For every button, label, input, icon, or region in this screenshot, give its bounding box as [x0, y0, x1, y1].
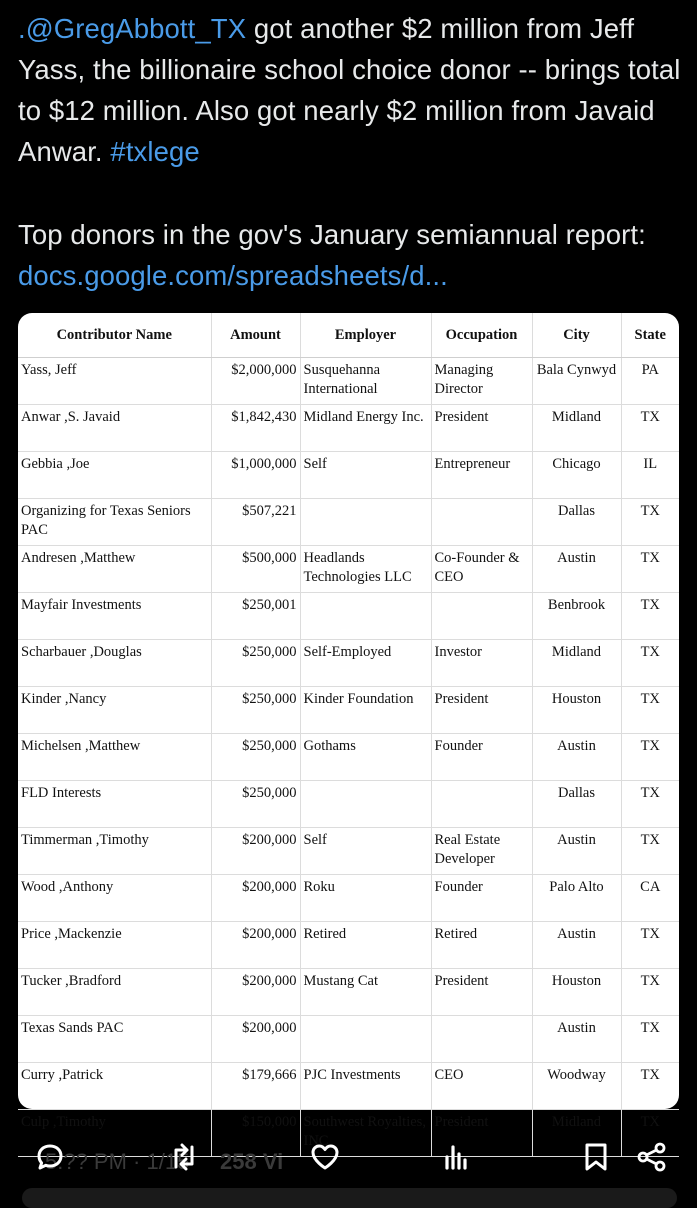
cell-state: TX — [621, 1063, 679, 1110]
cell-occupation — [431, 1016, 532, 1063]
cell-state: TX — [621, 499, 679, 546]
cell-employer: Kinder Foundation — [300, 687, 431, 734]
cell-city: Dallas — [532, 499, 621, 546]
cell-state: TX — [621, 405, 679, 452]
cell-amount: $1,000,000 — [211, 452, 300, 499]
cell-state: TX — [621, 781, 679, 828]
cell-occupation — [431, 781, 532, 828]
cell-employer: Susquehanna International — [300, 358, 431, 405]
cell-city: Austin — [532, 922, 621, 969]
cell-city: Austin — [532, 546, 621, 593]
cell-contributor-name: Culp ,Timothy — [18, 1110, 211, 1157]
cell-city: Chicago — [532, 452, 621, 499]
cell-occupation: President — [431, 969, 532, 1016]
bookmark-icon[interactable] — [580, 1141, 612, 1173]
cell-state: TX — [621, 1110, 679, 1157]
cell-contributor-name: Michelsen ,Matthew — [18, 734, 211, 781]
table-row — [18, 922, 679, 969]
reply-icon[interactable] — [34, 1141, 66, 1173]
table-row — [18, 499, 679, 546]
cell-employer: Gothams — [300, 734, 431, 781]
tweet-text — [18, 8, 688, 296]
cell-employer: PJC Investments — [300, 1063, 431, 1110]
cell-contributor-name: Wood ,Anthony — [18, 875, 211, 922]
cell-city: Palo Alto — [532, 875, 621, 922]
table-row — [18, 1063, 679, 1110]
cell-amount: $200,000 — [211, 1016, 300, 1063]
cell-employer: Self — [300, 452, 431, 499]
cell-city: Austin — [532, 828, 621, 875]
cell-amount: $2,000,000 — [211, 358, 300, 405]
cell-state: TX — [621, 734, 679, 781]
table-row — [18, 452, 679, 499]
cell-amount: $250,000 — [211, 734, 300, 781]
column-header-contributor-name: Contributor Name — [18, 313, 211, 358]
table-row — [18, 781, 679, 828]
table-body — [18, 358, 679, 1157]
cell-occupation: Managing Director — [431, 358, 532, 405]
cell-contributor-name: Curry ,Patrick — [18, 1063, 211, 1110]
table-row — [18, 593, 679, 640]
cell-employer: Headlands Technologies LLC — [300, 546, 431, 593]
cell-employer: Roku — [300, 875, 431, 922]
cell-contributor-name: Gebbia ,Joe — [18, 452, 211, 499]
cell-occupation: President — [431, 687, 532, 734]
cell-employer — [300, 1016, 431, 1063]
cell-occupation: Entrepreneur — [431, 452, 532, 499]
cell-amount: $507,221 — [211, 499, 300, 546]
donor-table-image[interactable] — [18, 313, 679, 1149]
cell-occupation: President — [431, 405, 532, 452]
cell-employer: Midland Energy Inc. — [300, 405, 431, 452]
table-row — [18, 687, 679, 734]
tweet-paragraph-2 — [18, 214, 688, 296]
cell-employer — [300, 499, 431, 546]
views-count: 258 Vi — [220, 1149, 284, 1174]
cell-contributor-name: Organizing for Texas Seniors PAC — [18, 499, 211, 546]
cell-city: Houston — [532, 687, 621, 734]
table-row — [18, 734, 679, 781]
cell-city: Austin — [532, 1016, 621, 1063]
cell-occupation: Real Estate Developer — [431, 828, 532, 875]
column-header-city: City — [532, 313, 621, 358]
cell-occupation: Retired — [431, 922, 532, 969]
cell-amount: $200,000 — [211, 969, 300, 1016]
cell-city: Midland — [532, 640, 621, 687]
cell-state: TX — [621, 687, 679, 734]
cell-occupation: Founder — [431, 875, 532, 922]
cell-occupation: Founder — [431, 734, 532, 781]
table-header-row — [18, 313, 679, 358]
cell-amount: $250,000 — [211, 687, 300, 734]
cell-state: PA — [621, 358, 679, 405]
cell-contributor-name: Mayfair Investments — [18, 593, 211, 640]
cell-city: Midland — [532, 405, 621, 452]
cell-employer: Southwest Royalties, INC — [300, 1110, 431, 1157]
table-row — [18, 969, 679, 1016]
cell-city: Austin — [532, 734, 621, 781]
cell-state: TX — [621, 640, 679, 687]
cell-amount: $250,000 — [211, 781, 300, 828]
cell-amount: $200,000 — [211, 828, 300, 875]
table-row — [18, 405, 679, 452]
cell-contributor-name: Andresen ,Matthew — [18, 546, 211, 593]
cell-employer: Retired — [300, 922, 431, 969]
cell-contributor-name: Anwar ,S. Javaid — [18, 405, 211, 452]
cell-employer — [300, 781, 431, 828]
cell-city: Houston — [532, 969, 621, 1016]
cell-amount: $179,666 — [211, 1063, 300, 1110]
table-row — [18, 358, 679, 405]
spreadsheet-link[interactable]: docs.google.com/spreadsheets/d... — [18, 260, 448, 291]
cell-occupation: CEO — [431, 1063, 532, 1110]
cell-amount: $200,000 — [211, 875, 300, 922]
tweet-action-bar — [0, 1133, 697, 1181]
reply-composer[interactable] — [22, 1188, 677, 1208]
cell-amount: $1,842,430 — [211, 405, 300, 452]
table-row — [18, 828, 679, 875]
cell-amount: $500,000 — [211, 546, 300, 593]
cell-contributor-name: Kinder ,Nancy — [18, 687, 211, 734]
cell-occupation: Investor — [431, 640, 532, 687]
cell-contributor-name: Price ,Mackenzie — [18, 922, 211, 969]
cell-state: TX — [621, 969, 679, 1016]
cell-amount: $250,000 — [211, 640, 300, 687]
donor-table — [18, 313, 679, 1157]
cell-amount: $150,000 — [211, 1110, 300, 1157]
cell-contributor-name: Timmerman ,Timothy — [18, 828, 211, 875]
table-row — [18, 875, 679, 922]
retweet-icon[interactable] — [168, 1141, 200, 1173]
cell-amount: $200,000 — [211, 922, 300, 969]
cell-employer: Mustang Cat — [300, 969, 431, 1016]
cell-contributor-name: Yass, Jeff — [18, 358, 211, 405]
tweet-body-2: Top donors in the gov's January semiannual report: — [18, 219, 646, 250]
cell-occupation — [431, 593, 532, 640]
tweet-paragraph-1 — [18, 8, 688, 172]
cell-occupation — [431, 499, 532, 546]
hashtag-link[interactable]: #txlege — [110, 136, 200, 167]
cell-state: TX — [621, 546, 679, 593]
mention-link[interactable]: .@GregAbbott_TX — [18, 13, 247, 44]
table-row — [18, 1016, 679, 1063]
share-icon[interactable] — [636, 1141, 668, 1173]
cell-contributor-name: Scharbauer ,Douglas — [18, 640, 211, 687]
tweet-body: got another $2 million from Jeff Yass, the billionaire school choice donor -- brings total to $12 million. Also got nearly $2 million from Javaid Anwar. — [18, 13, 681, 167]
cell-city: Woodway — [532, 1063, 621, 1110]
cell-contributor-name: Texas Sands PAC — [18, 1016, 211, 1063]
cell-state: TX — [621, 922, 679, 969]
column-header-occupation: Occupation — [431, 313, 532, 358]
cell-occupation: President — [431, 1110, 532, 1157]
cell-amount: $250,001 — [211, 593, 300, 640]
table-row — [18, 546, 679, 593]
column-header-state: State — [621, 313, 679, 358]
cell-state: TX — [621, 828, 679, 875]
cell-employer — [300, 593, 431, 640]
cell-city: Dallas — [532, 781, 621, 828]
views-icon[interactable] — [441, 1141, 473, 1173]
cell-state: IL — [621, 452, 679, 499]
column-header-amount: Amount — [211, 313, 300, 358]
cell-contributor-name: Tucker ,Bradford — [18, 969, 211, 1016]
timestamp: 5:?? PM · 1/15 — [45, 1149, 190, 1174]
like-icon[interactable] — [309, 1141, 341, 1173]
cell-city: Midland — [532, 1110, 621, 1157]
cell-city: Benbrook — [532, 593, 621, 640]
table-row — [18, 640, 679, 687]
cell-city: Bala Cynwyd — [532, 358, 621, 405]
cell-state: CA — [621, 875, 679, 922]
cell-contributor-name: FLD Interests — [18, 781, 211, 828]
cell-state: TX — [621, 593, 679, 640]
cell-state: TX — [621, 1016, 679, 1063]
cell-employer: Self-Employed — [300, 640, 431, 687]
column-header-employer: Employer — [300, 313, 431, 358]
cell-occupation: Co-Founder & CEO — [431, 546, 532, 593]
cell-employer: Self — [300, 828, 431, 875]
